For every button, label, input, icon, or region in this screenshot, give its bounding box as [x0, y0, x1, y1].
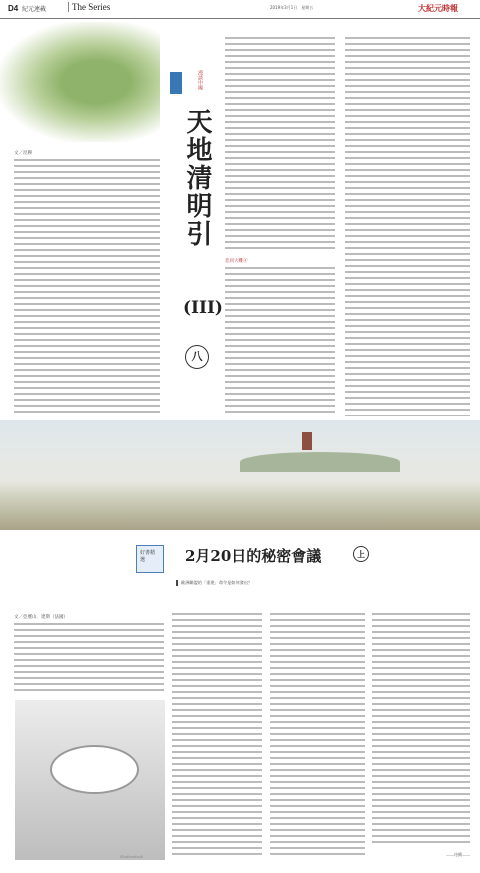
article2-deck: 歐洲聯盟的「重建」命令是如何發出？ [176, 580, 331, 586]
article2-kicker: 好書精選 [140, 550, 156, 563]
tree-illustration [0, 22, 160, 142]
byline-1: 文／昆穆 [14, 151, 32, 156]
article2-column-2 [172, 612, 262, 857]
newspaper-logo: 大紀元時報 [418, 3, 458, 13]
photo-credit: Shutterstock [120, 855, 143, 859]
article2-part-number: 上 [353, 546, 369, 562]
series-name: The Series [68, 2, 110, 12]
page-number: D4 [8, 4, 19, 13]
article1-column-left [14, 158, 160, 416]
article1-part: (III) [183, 298, 223, 318]
byline-2: 文／亞歷山．達斯（法國） [14, 615, 68, 620]
article2-title: 2月20日的秘密會議 [185, 547, 322, 565]
article2-column-4 [372, 612, 470, 847]
pagoda-icon [302, 432, 312, 450]
series-tag-block [170, 72, 182, 94]
article1-column-right [345, 36, 470, 416]
article1-column-middle-lower [225, 266, 335, 416]
column-name: 紀元連載 [22, 6, 47, 13]
article1-title: 天地清明引 [182, 108, 212, 248]
landscape-photo [0, 420, 480, 530]
to-be-continued: ——待續—— [446, 852, 470, 857]
issue-date: 2019年3月1日 星期五 [270, 5, 314, 10]
table-shape [50, 745, 139, 794]
mountain-shape [240, 452, 400, 472]
article1-section-heading: 悲同大難④ [225, 259, 248, 264]
article1-part-number: 八 [185, 345, 209, 369]
series-tag: 漫談中國 [197, 70, 203, 90]
article2-column-3 [270, 612, 365, 857]
article2-column-left [14, 622, 164, 692]
article1-column-middle [225, 36, 335, 251]
